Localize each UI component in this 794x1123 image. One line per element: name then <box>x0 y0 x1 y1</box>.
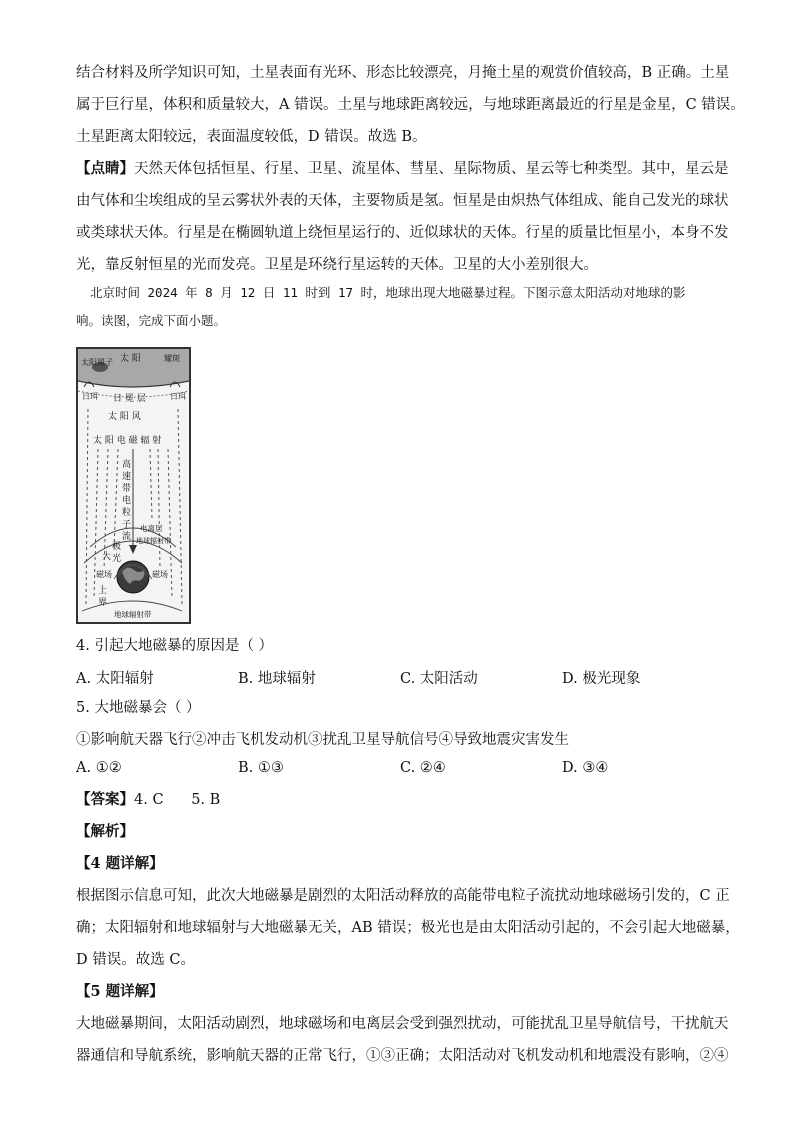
svg-text:电: 电 <box>122 496 132 506</box>
key-point-label: 【点睛】 <box>76 160 134 177</box>
label-atmosphere: 大 <box>102 552 112 562</box>
text-line: 光，靠反射恒星的光而发亮。卫星是环绕行星运转的天体。卫星的大小差别很大。 <box>76 257 598 273</box>
q5-option-a: A. ①② <box>76 760 122 776</box>
label-sun: 太 阳 <box>120 354 141 364</box>
detail-5-section <box>76 976 729 1072</box>
detail-4-label: 【4 题详解】 <box>76 855 164 872</box>
question-4-stem: 4. 引起大地磁暴的原因是（ ） <box>76 638 274 654</box>
q5-option-b: B. ①③ <box>238 760 284 776</box>
q4-option-d: D. 极光现象 <box>562 671 641 687</box>
text-line: 大地磁暴期间，太阳活动剧烈，地球磁场和电离层会受到强烈扰动，可能扰乱卫星导航信号，干扰航天 <box>76 1016 729 1032</box>
svg-text:极: 极 <box>112 542 122 552</box>
label-ionosphere: 电离层 <box>140 524 163 533</box>
solar-activity-diagram <box>76 347 191 624</box>
text-line: 确；太阳辐射和地球辐射与大地磁暴无关，AB 错误；极光也是由太阳活动引起的，不会引起大地磁暴， <box>76 920 740 936</box>
svg-text:光: 光 <box>112 554 122 564</box>
answer-explanation-paragraph <box>76 57 745 153</box>
label-flare: 耀斑 <box>164 354 180 363</box>
svg-text:粒: 粒 <box>122 508 132 518</box>
label-corona: 日 冕 层 <box>113 394 146 404</box>
svg-text:高: 高 <box>122 460 132 470</box>
label-magnetic-right: 磁场 <box>152 570 168 579</box>
q4-option-a: A. 太阳辐射 <box>76 671 154 687</box>
svg-text:子: 子 <box>122 520 132 530</box>
q5-option-c: C. ②④ <box>400 760 446 776</box>
question-5-items: ①影响航天器飞行②冲击飞机发动机③扰乱卫星导航信号④导致地震灾害发生 <box>76 732 569 748</box>
detail-4-text <box>76 880 740 976</box>
answer-section <box>76 784 716 880</box>
text-line: 结合材料及所学知识可知，土星表面有光环、形态比较漂亮，月掩土星的观赏价值较高，B 正确。土星 <box>76 65 730 81</box>
label-world: 界 <box>98 598 108 608</box>
answer-label: 【答案】 <box>76 791 134 808</box>
label-aurora <box>112 540 121 564</box>
detail-5-label: 【5 题详解】 <box>76 983 164 1000</box>
key-point-section <box>76 153 729 281</box>
text-line: 器通信和导航系统，影响航天器的正常飞行，①③正确；太阳活动对飞机发动机和地震没有影响，②④ <box>76 1048 729 1064</box>
label-solar-wind: 太 阳 风 <box>108 412 141 422</box>
label-sunspot: 太阳黑子 <box>81 358 113 367</box>
text-line: 由气体和尘埃组成的呈云雾状外表的天体，主要物质是氢。恒星是由炽热气体组成、能自己发光的球状 <box>76 193 729 209</box>
label-prominence-right: 日珥 <box>170 392 186 401</box>
question-intro <box>76 279 716 335</box>
q4-option-b: B. 地球辐射 <box>238 671 316 687</box>
analysis-label: 【解析】 <box>76 823 134 840</box>
text-line: 属于巨行星，体积和质量较大，A 错误。土星与地球距离较远，与地球距离最近的行星是金星，C 错误。 <box>76 97 745 113</box>
text-line: 【点睛】天然天体包括恒星、行星、卫星、流星体、彗星、星际物质、星云等七种类型。其中，星云是 <box>76 160 729 177</box>
label-radiation-belt-bottom: 地球辐射带 <box>114 610 152 619</box>
svg-text:带: 带 <box>122 484 132 494</box>
q4-option-c: C. 太阳活动 <box>400 671 478 687</box>
label-radiation-belt-top: 地球辐射带 <box>136 537 171 545</box>
question-5-stem: 5. 大地磁暴会（ ） ①影响航天器飞行②冲击飞机发动机③扰乱卫星导航信号④导致地震灾害发生 <box>76 692 716 756</box>
text-line: 土星距离太阳较远，表面温度较低，D 错误。故选 B。 <box>76 129 427 145</box>
text-line: 根据图示信息可知，此次大地磁暴是剧烈的太阳活动释放的高能带电粒子流扰动地球磁场引发的，C 正 <box>76 888 730 904</box>
label-magnetic-left: 磁场 <box>96 570 112 579</box>
text-line: D 错误。故选 C。 <box>76 952 195 968</box>
label-upper: 上 <box>98 586 108 596</box>
answer-text: 4. C 5. B <box>134 792 221 808</box>
label-prominence-left: 日珥 <box>82 392 98 401</box>
text-line: 或类球状天体。行星是在椭圆轨道上绕恒星运行的、近似球状的天体。行星的质量比恒星小，本身不发 <box>76 225 729 241</box>
q5-option-d: D. ③④ <box>562 760 609 776</box>
text-line: 响。读图，完成下面小题。 <box>76 313 227 328</box>
svg-text:速: 速 <box>122 472 132 482</box>
label-electromagnetic-radiation: 太 阳 电 磁 辐 射 <box>93 436 162 446</box>
text-line: 北京时间 2024 年 8 月 12 日 11 时到 17 时，地球出现大地磁暴过程。下图示意太阳活动对地球的影 <box>90 285 686 300</box>
svg-text:流: 流 <box>122 532 132 542</box>
